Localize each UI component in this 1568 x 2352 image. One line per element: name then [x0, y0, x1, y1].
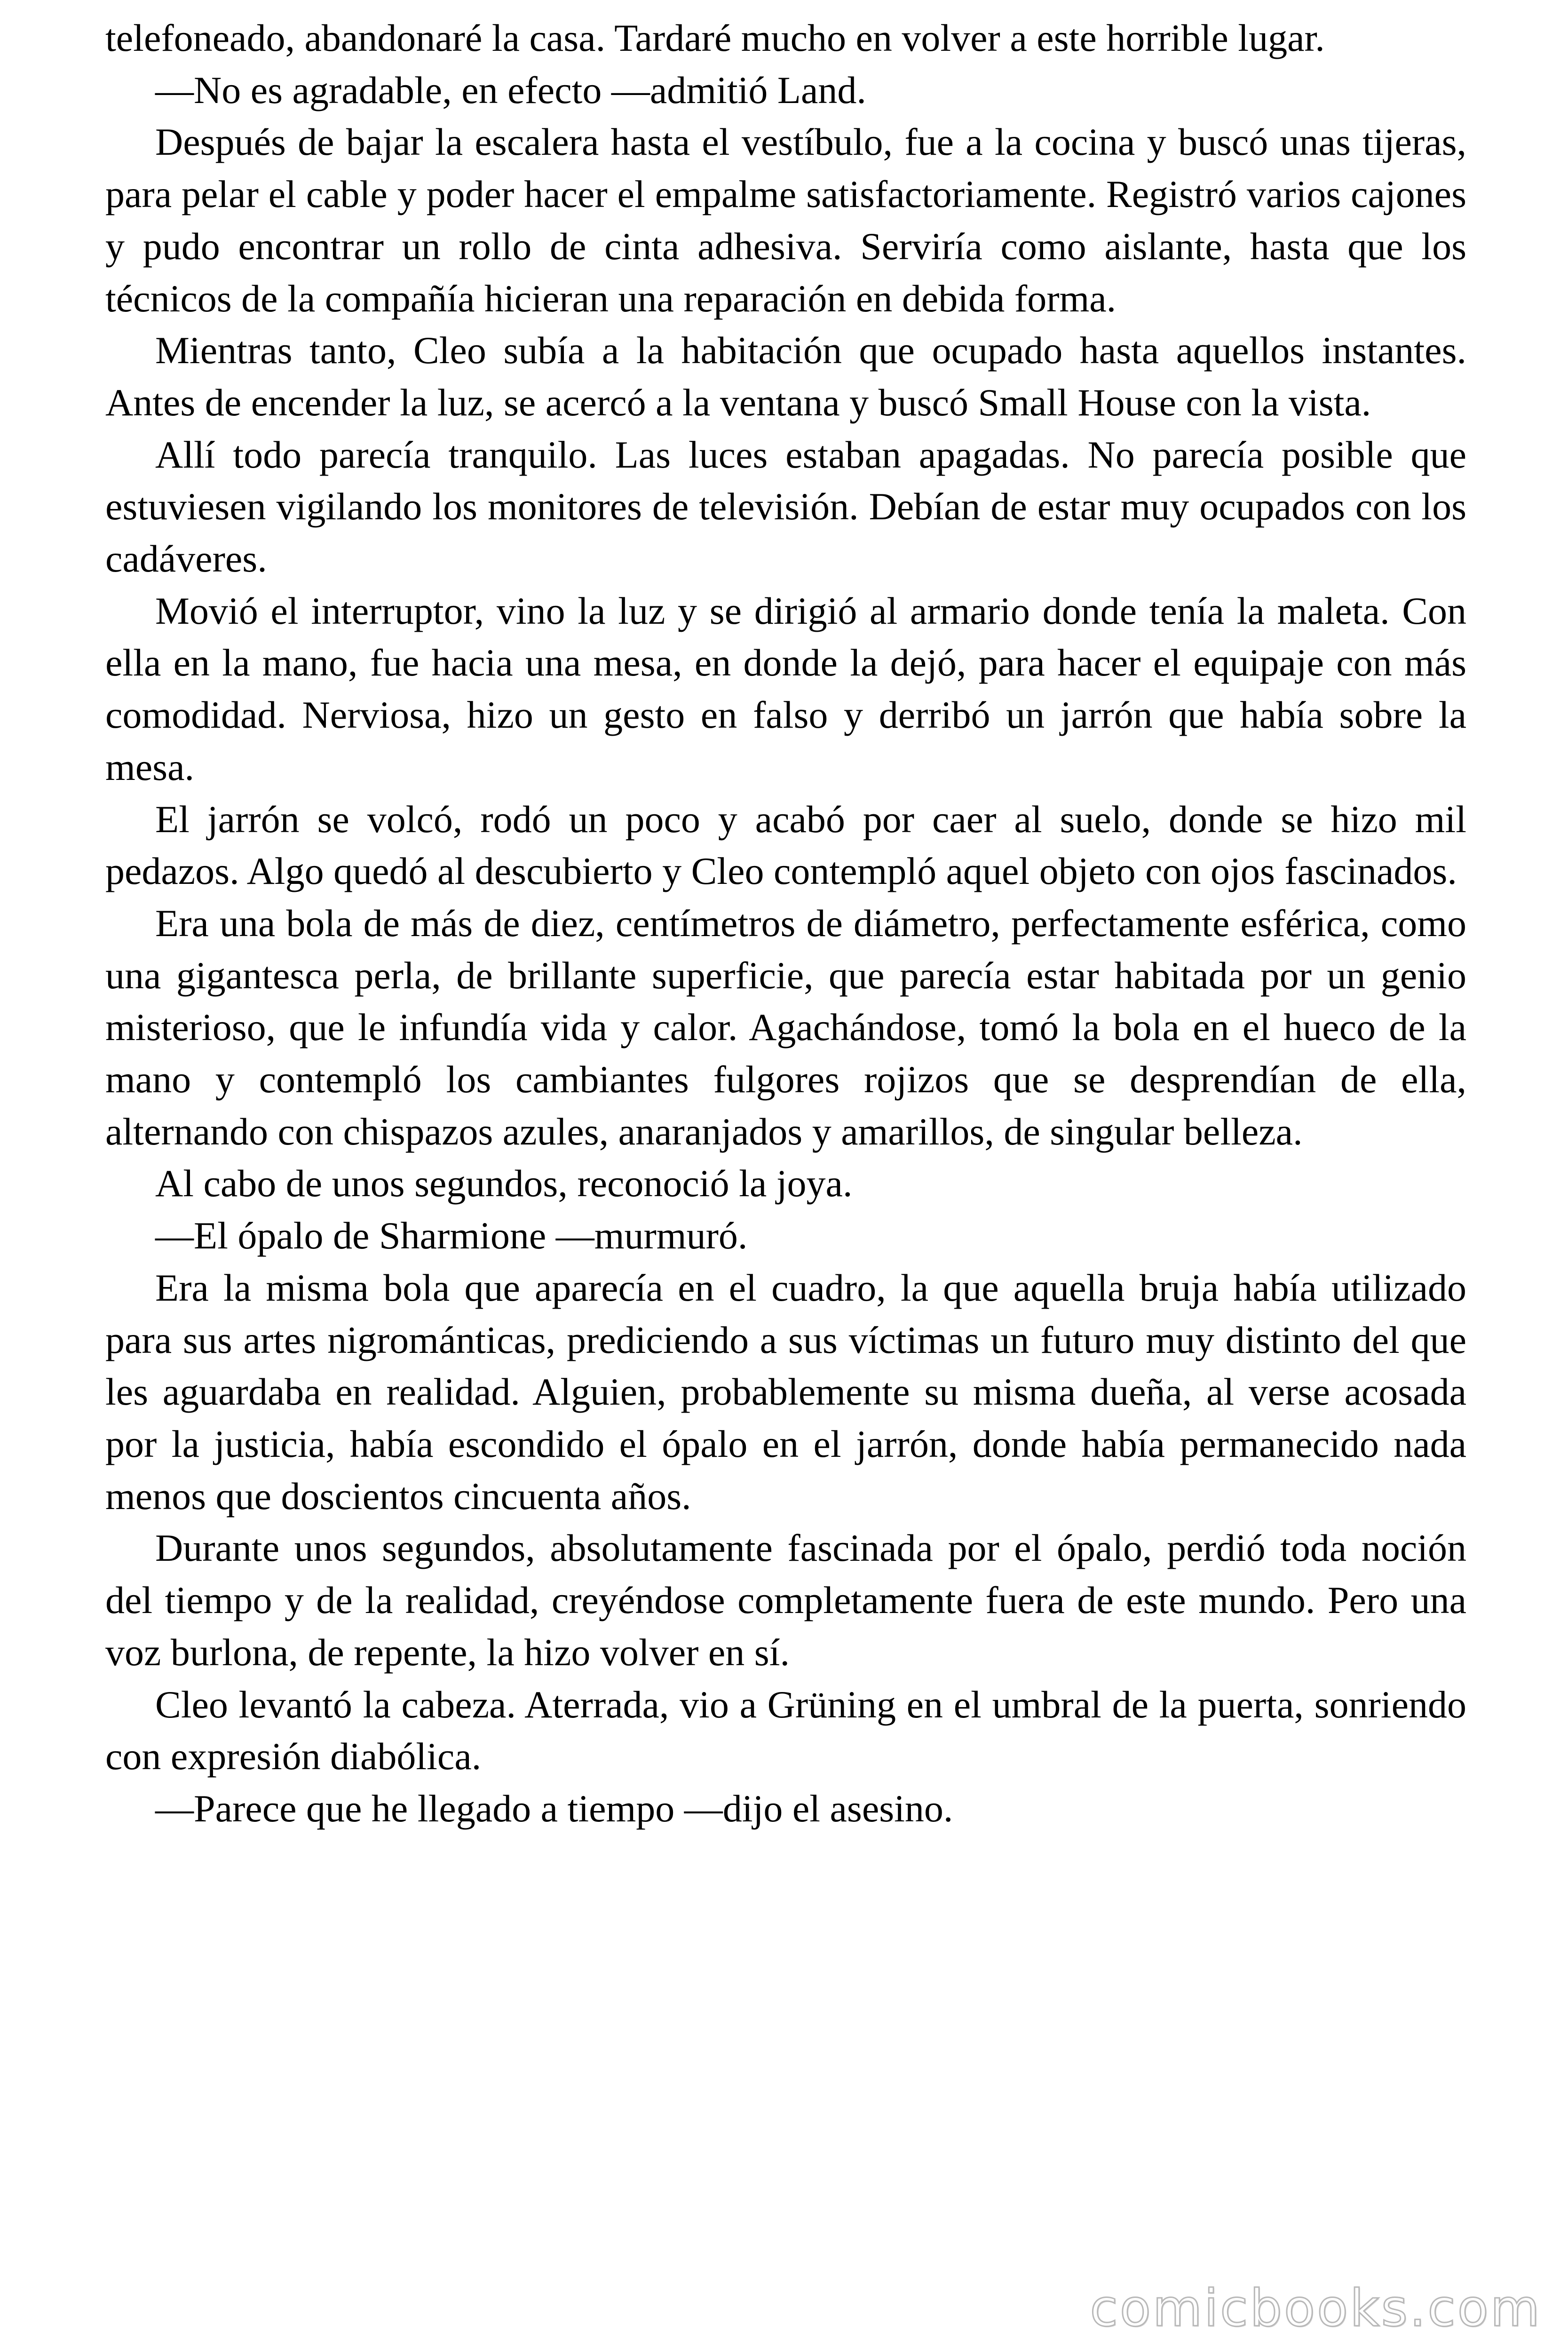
paragraph: Cleo levantó la cabeza. Aterrada, vio a Grüning en el umbral de la puerta, sonriendo con expresión diabólica. — [105, 1683, 1466, 1778]
paragraph: Mientras tanto, Cleo subía a la habitación que ocupado hasta aquellos instantes. Antes de encender la luz, se acercó a la ventana y buscó Small House con la vista. — [105, 329, 1466, 424]
watermark: comicbooks.com — [1090, 2279, 1542, 2338]
paragraph: Allí todo parecía tranquilo. Las luces estaban apagadas. No parecía posible que estuviesen vigilando los monitores de televisión. Debían de estar muy ocupados con los cadáveres. — [105, 433, 1466, 580]
paragraph-continued: telefoneado, abandonaré la casa. Tardaré mucho en volver a este horrible lugar. — [105, 16, 1325, 59]
paragraph: —El ópalo de Sharmione —murmuró. — [155, 1214, 748, 1257]
paragraph: Era la misma bola que aparecía en el cuadro, la que aquella bruja había utilizado para sus artes nigrománticas, prediciendo a sus víctimas un futuro muy distinto del que les aguardaba en realidad. Alguien, probablemente su misma dueña, al verse acosada por la justicia, había escondido el ópalo en el jarrón, donde había permanecido nada menos que doscientos cincuenta años. — [105, 1266, 1466, 1518]
paragraph: Movió el interruptor, vino la luz y se dirigió al armario donde tenía la maleta. Con ella en la mano, fue hacia una mesa, en donde la dejó, para hacer el equipaje con más comodidad. Nerviosa, hizo un gesto en falso y derribó un jarrón que había sobre la mesa. — [105, 589, 1466, 788]
paragraph: Al cabo de unos segundos, reconoció la joya. — [155, 1162, 853, 1205]
paragraph: El jarrón se volcó, rodó un poco y acabó por caer al suelo, donde se hizo mil pedazos. Algo quedó al descubierto y Cleo contempló aquel objeto con ojos fascinados. — [105, 797, 1466, 893]
paragraph: Era una bola de más de diez, centímetros de diámetro, perfectamente esférica, como una gigantesca perla, de brillante superficie, que parecía estar habitada por un genio misterioso, que le infundía vida y calor. Agachándose, tomó la bola en el hueco de la mano y contempló los cambiantes fulgores rojizos que se desprendían de ella, alternando con chispazos azules, anaranjados y amarillos, de singular belleza. — [105, 901, 1466, 1153]
page-body-text — [105, 12, 1466, 1835]
paragraph: —No es agradable, en efecto —admitió Land. — [155, 68, 866, 111]
paragraph: —Parece que he llegado a tiempo —dijo el asesino. — [155, 1787, 953, 1830]
paragraph: Después de bajar la escalera hasta el vestíbulo, fue a la cocina y buscó unas tijeras, para pelar el cable y poder hacer el empalme satisfactoriamente. Registró varios cajones y pudo encontrar un rollo de cinta adhesiva. Serviría como aislante, hasta que los técnicos de la compañía hicieran una reparación en debida forma. — [105, 120, 1466, 320]
paragraph: Durante unos segundos, absolutamente fascinada por el ópalo, perdió toda noción del tiempo y de la realidad, creyéndose completamente fuera de este mundo. Pero una voz burlona, de repente, la hizo volver en sí. — [105, 1526, 1466, 1674]
